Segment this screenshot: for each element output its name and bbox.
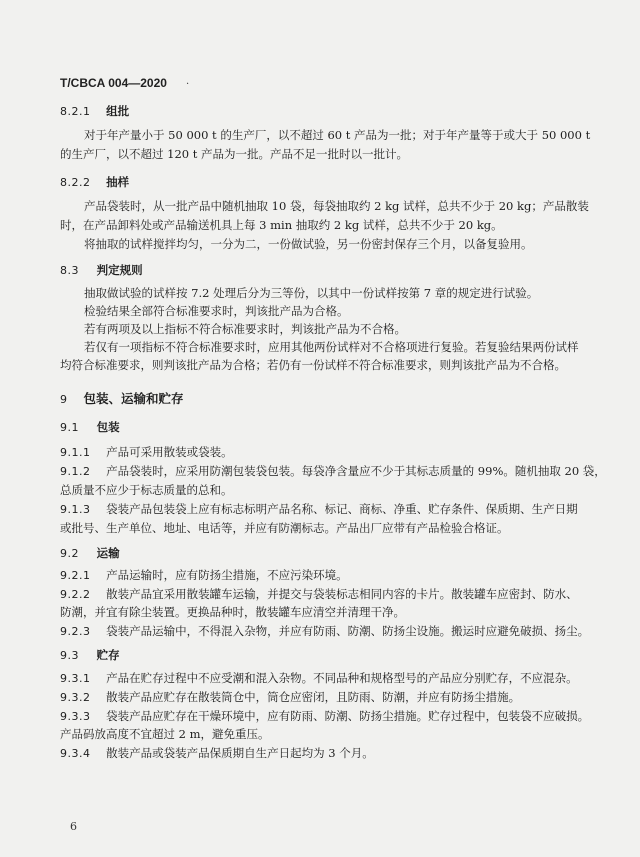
document-id: T/CBCA 004—2020 — [60, 76, 167, 90]
paragraph-line: 的生产厂，以不超过 120 t 产品为一批。产品不足一批时以一批计。 — [60, 147, 409, 161]
clause-number: 9.1.2 — [60, 465, 91, 478]
clause-text: 产品运输时，应有防扬尘措施，不应污染环境。 — [106, 568, 348, 582]
clause-9-1-2 — [60, 464, 606, 479]
clause-number: 9.2 — [60, 547, 79, 560]
clause-text: 散装产品应贮存在散装筒仓中，筒仓应密闭，且防雨、防潮，并应有防扬尘措施。 — [106, 690, 521, 704]
clause-title: 包装 — [96, 420, 120, 434]
clause-number: 9.2.2 — [60, 588, 91, 601]
clause-9-1-3 — [60, 502, 578, 517]
paragraph-line: 抽取做试验的试样按 7.2 处理后分为三等份，以其中一份试样按第 7 章的规定进行试验。 — [84, 286, 539, 300]
heading-9-1 — [60, 420, 120, 435]
paragraph-line: 时，在产品卸料处或产品输送机具上每 3 min 抽取约 2 kg 试样，总共不少于 20 kg。 — [60, 218, 503, 232]
clause-number: 9.3 — [60, 649, 79, 662]
clause-text: 产品可采用散装或袋装。 — [106, 445, 233, 459]
clause-9-2-3 — [60, 624, 589, 639]
clause-number: 9.3.2 — [60, 691, 91, 704]
clause-9-3-1 — [60, 671, 578, 686]
heading-8-3 — [60, 263, 143, 278]
paragraph-line: 检验结果全部符合标准要求时，判该批产品为合格。 — [84, 304, 349, 318]
heading-8-2-1 — [60, 104, 129, 119]
paragraph-line: 对于年产量小于 50 000 t 的生产厂，以不超过 60 t 产品为一批；对于年产量等于或大于 50 000 t — [84, 128, 591, 142]
clause-number: 8.2.1 — [60, 105, 91, 118]
clause-number: 9.3.1 — [60, 672, 91, 685]
clause-title: 抽样 — [106, 175, 130, 189]
paragraph-line: 产品袋装时，从一批产品中随机抽取 10 袋，每袋抽取约 2 kg 试样，总共不少于 20 kg；产品散装 — [84, 199, 589, 213]
clause-number: 9.1.3 — [60, 503, 91, 516]
chapter-number: 9 — [60, 393, 68, 406]
paragraph-line: 或批号、生产单位、地址、电话等，并应有防潮标志。产品出厂应带有产品检验合格证。 — [60, 521, 509, 535]
clause-text: 散装产品宜采用散装罐车运输，并提交与袋装标志相同内容的卡片。散装罐车应密封、防水、 — [106, 587, 578, 601]
paragraph-line: 若有两项及以上指标不符合标准要求时，判该批产品为不合格。 — [84, 322, 406, 336]
paragraph-line: 若仅有一项指标不符合标准要求时，应用其他两份试样对不合格项进行复验。若复验结果两份试样 — [84, 340, 579, 354]
clause-text: 散装产品或袋装产品保质期自生产日起均为 3 个月。 — [106, 746, 374, 760]
clause-text: 产品袋装时，应采用防潮包装袋包装。每袋净含量应不少于其标志质量的 99%。随机抽取 20 袋， — [106, 464, 606, 478]
clause-number: 8.2.2 — [60, 176, 91, 189]
clause-9-3-4 — [60, 746, 374, 761]
clause-9-1-1 — [60, 445, 233, 460]
chapter-title: 包装、运输和贮存 — [83, 391, 184, 406]
header-mark: · — [186, 79, 190, 90]
clause-title: 运输 — [96, 546, 120, 560]
clause-title: 判定规则 — [96, 263, 143, 277]
heading-8-2-2 — [60, 175, 129, 190]
clause-9-3-2 — [60, 690, 520, 705]
clause-number: 9.3.4 — [60, 747, 91, 760]
clause-text: 袋装产品包装袋上应有标志标明产品名称、标记、商标、净重、贮存条件、保质期、生产日期 — [106, 502, 578, 516]
clause-number: 9.1 — [60, 421, 79, 434]
clause-number: 8.3 — [60, 264, 79, 277]
heading-9 — [60, 392, 184, 407]
clause-text: 袋装产品应贮存在干燥环境中，应有防雨、防潮、防扬尘措施。贮存过程中，包装袋不应破损。 — [106, 709, 590, 723]
clause-9-2-2 — [60, 587, 578, 602]
paragraph-line: 均符合标准要求，则判该批产品为合格；若仍有一份试样不符合标准要求，则判该批产品为不合格。 — [60, 358, 566, 372]
clause-number: 9.2.1 — [60, 569, 91, 582]
clause-9-2-1 — [60, 568, 348, 583]
clause-9-3-3 — [60, 709, 589, 724]
clause-text: 袋装产品运输中，不得混入杂物，并应有防雨、防潮、防扬尘设施。搬运时应避免破损、扬尘。 — [106, 624, 590, 638]
heading-9-2 — [60, 546, 120, 561]
paragraph-line: 防潮，并宜有除尘装置。更换品种时，散装罐车应清空并清理干净。 — [60, 605, 405, 619]
clause-text: 产品在贮存过程中不应受潮和混入杂物。不同品种和规格型号的产品应分别贮存，不应混杂。 — [106, 671, 578, 685]
paragraph-line: 产品码放高度不宜超过 2 m，避免重压。 — [60, 727, 270, 741]
clause-number: 9.1.1 — [60, 446, 91, 459]
page-number: 6 — [70, 820, 77, 833]
heading-9-3 — [60, 648, 120, 663]
clause-number: 9.3.3 — [60, 710, 91, 723]
paragraph-line: 将抽取的试样搅拌均匀，一分为二，一份做试验，另一份密封保存三个月，以备复验用。 — [84, 237, 533, 251]
clause-title: 贮存 — [96, 648, 120, 662]
paragraph-line: 总质量不应少于标志质量的总和。 — [60, 483, 233, 497]
clause-number: 9.2.3 — [60, 625, 91, 638]
clause-title: 组批 — [106, 104, 130, 118]
